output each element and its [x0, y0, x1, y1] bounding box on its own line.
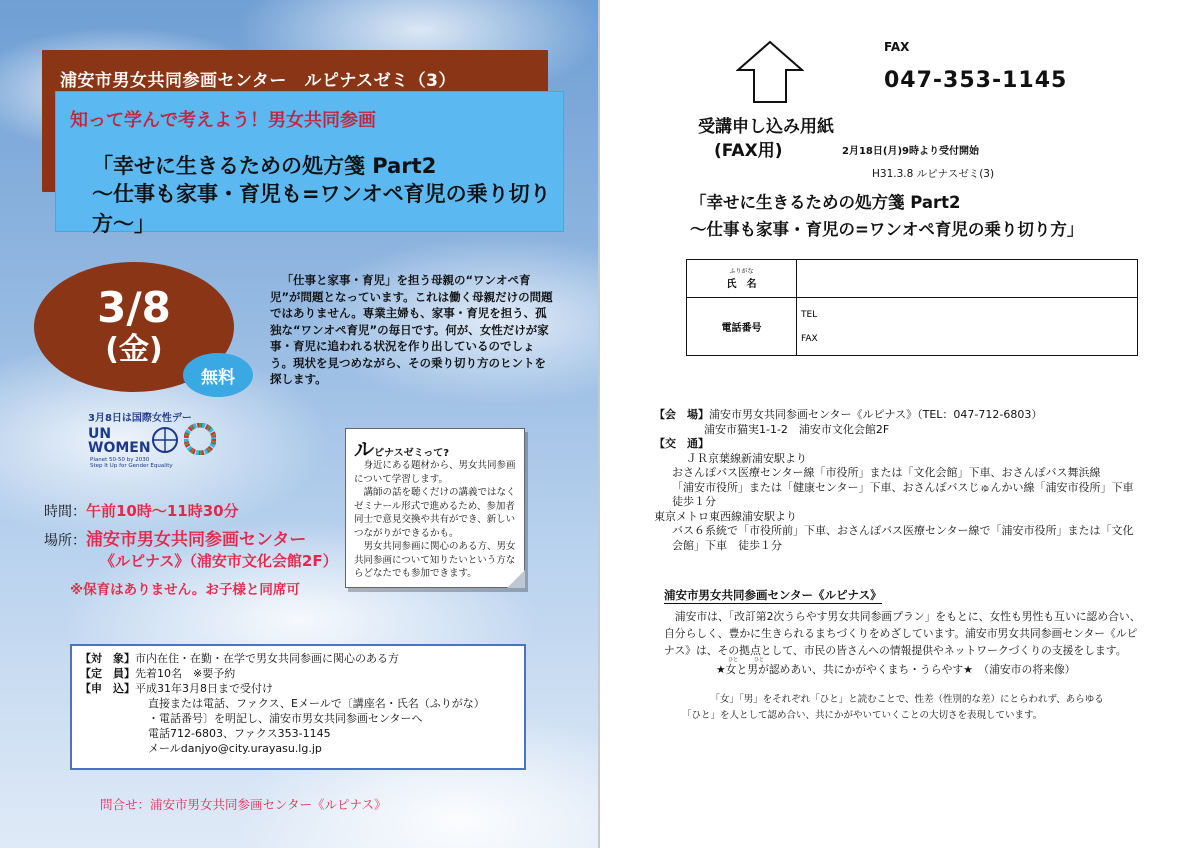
- event-weekday: (金): [105, 332, 163, 367]
- intro-text: 「仕事と家事・育児」を担う母親の“ワンオペ育児”が問題となっています。これは働く母親だけの問題ではありません。専業主婦も、家事・育児を担う、孤独な“ワンオペ育児”の毎日です。何が、女性だけが家事・育児に追われる状況を作り出しているのでしょう。現状を見つめながら、その乗り切り方のヒントを探します。: [270, 273, 553, 386]
- fax-field-label: FAX: [801, 333, 818, 344]
- transport-label: 【交 通】: [654, 437, 709, 450]
- metro-access-detail: 会館」下車 徒歩１分: [672, 538, 782, 552]
- apply-row: 【申 込】平成31年3月8日まで受付け: [80, 682, 273, 695]
- series-title: 浦安市男女共同参画センター ルピナスゼミ（3）: [60, 71, 456, 91]
- note-paragraph: 男女共同参画に関心のある方、男女共同参画について知りたいという方ならどなたでも参加できます。: [354, 541, 516, 579]
- apply-email: メールdanjyo@city.urayasu.lg.jp: [148, 742, 322, 755]
- lupinus-seminar-note: [345, 428, 525, 588]
- form-subtitle: H31.3.8 ルピナスゼミ(3): [872, 168, 995, 180]
- unwomen-wordmark: [88, 427, 151, 455]
- unwomen-logo: [88, 423, 218, 471]
- jr-access-head: ＪＲ京葉線新浦安駅より: [686, 451, 807, 465]
- fax-label: FAX: [884, 40, 910, 54]
- iwd-caption: 3月8日は国際女性デー: [88, 413, 192, 424]
- up-arrow-icon: [736, 40, 804, 104]
- event-date: 3/8: [97, 283, 171, 332]
- form-course-line2: ～仕事も家事・育児の=ワンオペ育児の乗り切り方」: [690, 220, 1084, 239]
- sdg-wheel-icon: [184, 423, 216, 455]
- target-row: 【対 象】市内在住・在勤・在学で男女共同参画に関心のある方: [80, 652, 399, 665]
- jr-access-detail: おさんぽバス医療センター線「市役所」または「文化会館」下車、おさんぽバス舞浜線: [672, 466, 1101, 479]
- about-heading: 浦安市男女共同参画センター《ルピナス》: [664, 588, 882, 602]
- unwomen-emblem-icon: [150, 425, 180, 455]
- venue-address: 浦安市猫実1-1-2 浦安市文化会館2F: [704, 422, 890, 436]
- form-course-line1: 「幸せに生きるための処方箋 Part2: [690, 193, 961, 212]
- metro-access-detail: バス６系統で「市役所前」下車、おさんぽバス医療センター線で「浦安市役所」または「文化: [672, 524, 1134, 537]
- accept-note: 2月18日(月)9時より受付開始: [842, 146, 979, 157]
- jr-access-detail: 徒歩１分: [672, 495, 716, 508]
- apply-detail: 直接または電話、ファクス、Eメールで〔講座名・氏名（ふりがな）: [148, 697, 485, 710]
- venue-info: [654, 408, 1154, 553]
- time-value: 午前10時～11時30分: [86, 502, 239, 520]
- unwomen-tagline: Planet 50-50 by 2030 Step It Up for Gender Equality: [90, 457, 173, 469]
- place-sub: 《ルピナス》（浦安市文化会館2F）: [100, 552, 338, 570]
- name-label-cell: ふりがな 氏 名: [687, 260, 797, 298]
- title-box: [55, 91, 564, 236]
- note-paragraph: 講師の話を聴くだけの講義ではなくゼミナール形式で進めるため、参加者同士で意見交換や共有ができ、新しいつながりができるかも。: [354, 487, 516, 539]
- fax-number: 047-353-1145: [884, 68, 1068, 93]
- form-title-sub: (FAX用): [714, 141, 783, 161]
- contact-line: 問合せ：浦安市男女共同参画センター《ルピナス》: [100, 797, 387, 812]
- tel-label: TEL: [801, 309, 818, 320]
- unwomen-women: WOMEN: [88, 440, 151, 456]
- course-title-line2: ～仕事も家事・育児も=ワンオペ育児の乗り切り方～」: [92, 182, 551, 236]
- application-form-table: [686, 259, 1138, 356]
- childcare-note: ※保育はありません。お子様と同席可: [70, 582, 300, 598]
- page-curl: [507, 570, 525, 588]
- slogan-explanation: 「女」「男」をそれぞれ「ひと」と読むことで、性差（性別的な差）にとらわれず、あらゆる「ひと」を人として認め合い、共にかがやいていくことの大切さを表現しています。: [682, 694, 1104, 721]
- jr-access-detail: 「浦安市役所」または「健康センター」下車、おさんぽバスじゅんかい線「浦安市役所」下車: [672, 480, 1134, 494]
- note-body: [354, 459, 520, 581]
- apply-phone: 電話712-6803、ファクス353-1145: [148, 727, 331, 740]
- application-info: [70, 644, 526, 770]
- place-row: 場所：浦安市男女共同参画センター: [44, 530, 307, 550]
- free-badge: 無料: [183, 353, 253, 397]
- phone-input-cell[interactable]: [797, 298, 1138, 356]
- about-text: 浦安市は、「改訂第2次うらやす男女共同参画プラン」をもとに、女性も男性も互いに認め合い、自分らしく、豊かに生きられるまちづくりをめざしています。浦安市男女共同参画センター《ルピナス》は、その拠点として、市民の皆さんへの情報提供やネットワークづくりの支援をします。: [664, 610, 1141, 657]
- apply-detail: ・電話番号〕を明記し、浦安市男女共同参画センターへ: [148, 712, 423, 725]
- venue-row: 【会 場】浦安市男女共同参画センター《ルピナス》（TEL：047-712-6803）: [654, 408, 1043, 421]
- unwomen-un: UN: [88, 426, 112, 442]
- course-title-line1: 「幸せに生きるための処方箋 Part2: [92, 154, 437, 178]
- note-heading: ルピナスゼミって?: [354, 437, 450, 461]
- time-row: 時間：午前10時～11時30分: [44, 502, 239, 520]
- capacity-row: 【定 員】先着10名 ※要予約: [80, 667, 236, 680]
- note-paragraph: 身近にある題材から、男女共同参画について学習します。: [354, 460, 516, 485]
- phone-label-cell: 電話番号: [687, 298, 797, 356]
- place-value: 浦安市男女共同参画センター: [86, 530, 307, 550]
- name-input-cell[interactable]: [797, 260, 1138, 298]
- form-title: 受講申し込み用紙: [698, 117, 834, 137]
- metro-access-head: 東京メトロ東西線浦安駅より: [654, 509, 797, 523]
- city-slogan: ひと ひと ★女と男が認めあい、共にかがやくまち・うらやす★ （浦安市の将来像）: [716, 657, 1076, 676]
- lead-text: 知って学んで考えよう！男女共同参画: [70, 110, 376, 131]
